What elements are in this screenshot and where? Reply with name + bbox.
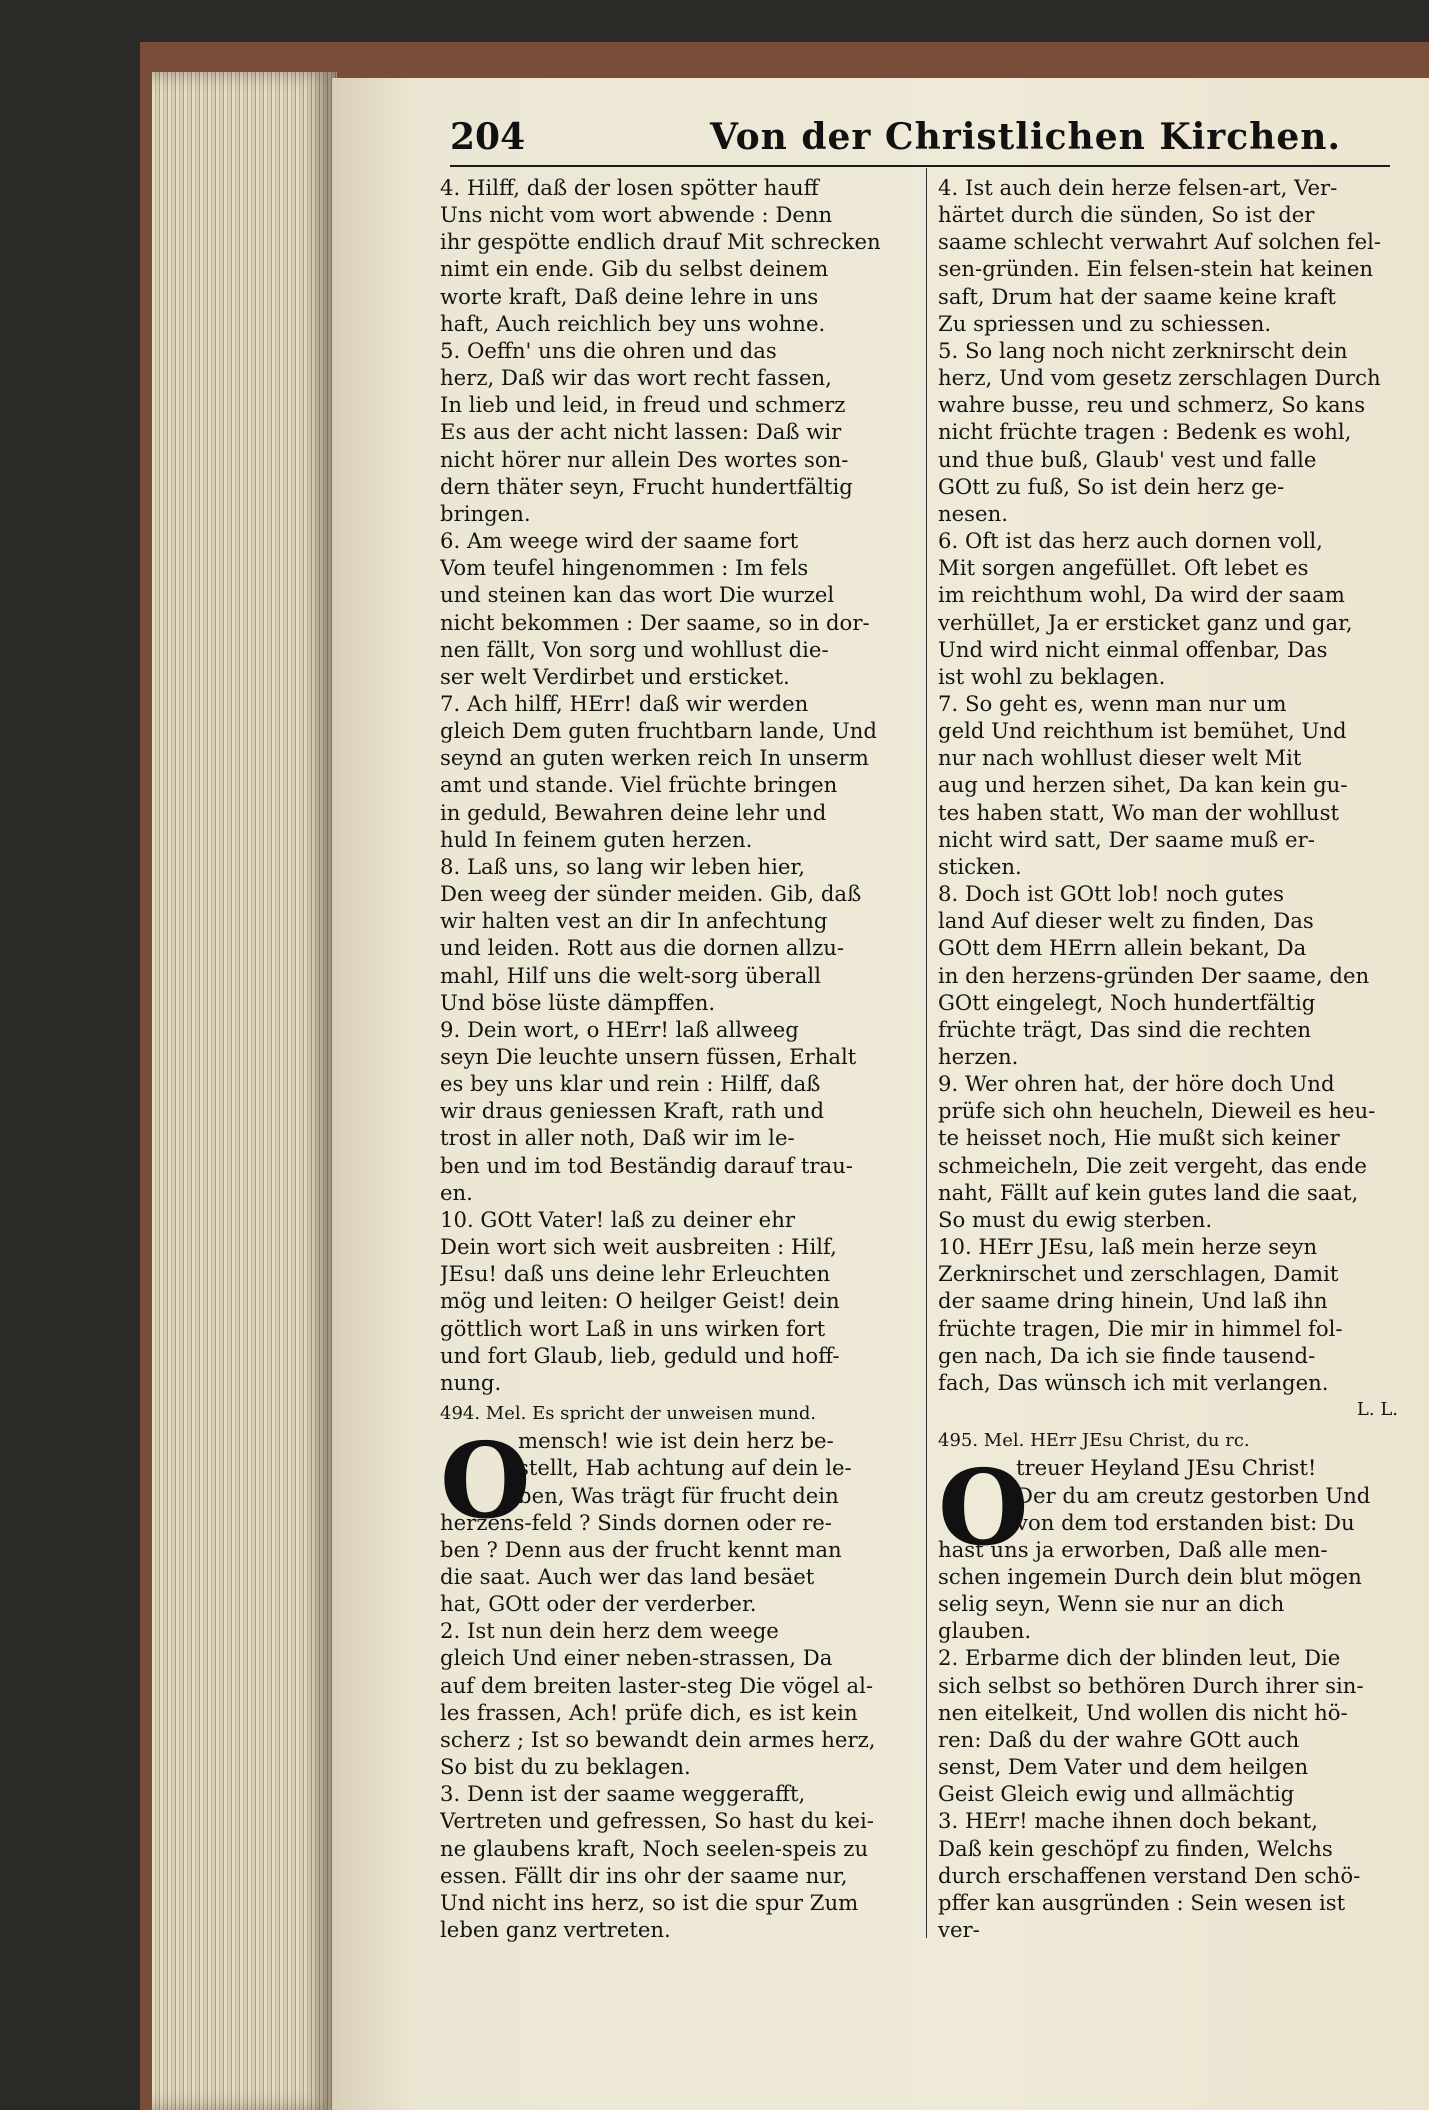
- text-line: fach, Das wünsch ich mit verlangen.: [938, 1369, 1329, 1395]
- text-line: sticken.: [938, 853, 1022, 879]
- text-line: nicht früchte tragen : Bedenk es wohl,: [938, 419, 1352, 445]
- text-line: nicht wird satt, Der saame muß er-: [938, 826, 1315, 852]
- text-line: 6. Am weege wird der saame fort: [440, 528, 799, 554]
- text-line: JEsu! daß uns deine lehr Erleuchten: [440, 1261, 831, 1287]
- text-line: hast uns ja erworben, Daß alle men-: [938, 1536, 1328, 1562]
- text-line: mahl, Hilf uns die welt-sorg überall: [440, 962, 821, 988]
- author-signature: L. L.: [1356, 1399, 1398, 1421]
- text-line: schmeicheln, Die zeit vergeht, das ende: [938, 1152, 1367, 1178]
- text-line: schen ingemein Durch dein blut mögen: [938, 1563, 1362, 1589]
- text-line: nen eitelkeit, Und wollen dis nicht hö-: [938, 1699, 1348, 1725]
- text-line: es bey uns klar und rein : Hilff, daß: [440, 1071, 821, 1097]
- text-line: durch erschaffenen verstand Den schö-: [938, 1862, 1361, 1888]
- hymn-header-494: 494. Mel. Es spricht der unweisen mund.: [440, 1403, 817, 1425]
- text-line: ren: Daß du der wahre GOtt auch: [938, 1726, 1300, 1752]
- text-line: in den herzens-gründen Der saame, den: [938, 962, 1370, 988]
- text-line: 8. Doch ist GOtt lob! noch gutes: [938, 881, 1285, 907]
- text-line: früchte trägt, Das sind die rechten: [938, 1016, 1312, 1042]
- left-verses-top: [440, 174, 914, 1396]
- text-line: dern thäter seyn, Frucht hundertfältig: [440, 473, 853, 499]
- hymn-header-495: 495. Mel. HErr JEsu Christ, du rc.: [938, 1430, 1250, 1452]
- column-divider: [926, 168, 927, 1938]
- text-line: geld Und reichthum ist bemühet, Und: [938, 718, 1347, 744]
- page-number: 204: [450, 116, 526, 158]
- right-verses-top: [938, 174, 1398, 1396]
- text-line: ben ? Denn aus der frucht kennt man: [440, 1536, 842, 1562]
- text-line: leben ganz vertreten.: [440, 1917, 671, 1942]
- text-line: göttlich wort Laß in uns wirken fort: [440, 1315, 826, 1341]
- text-line: en.: [440, 1179, 473, 1205]
- text-line: herz, Daß wir das wort recht fassen,: [440, 365, 832, 391]
- text-line: Geist Gleich ewig und allmächtig: [938, 1781, 1295, 1807]
- text-line: treuer Heyland JEsu Christ!: [1016, 1455, 1317, 1481]
- text-line: aug und herzen sihet, Da kan kein gu-: [938, 772, 1348, 798]
- text-line: ser welt Verdirbet und ersticket.: [440, 663, 790, 689]
- text-line: naht, Fällt auf kein gutes land die saat,: [938, 1179, 1359, 1205]
- left-column: [440, 174, 914, 1944]
- text-line: 10. HErr JEsu, laß mein herze seyn: [938, 1234, 1318, 1260]
- text-line: Vom teufel hingenommen : Im fels: [440, 555, 809, 581]
- text-line: sen-gründen. Ein felsen-stein hat keinen: [938, 256, 1374, 282]
- text-line: Der du am creutz gestorben Und: [1016, 1482, 1371, 1508]
- text-line: worte kraft, Daß deine lehre in uns: [440, 283, 819, 309]
- text-line: huld In feinem guten herzen.: [440, 826, 753, 852]
- text-line: 10. GOtt Vater! laß zu deiner ehr: [440, 1206, 795, 1232]
- text-line: 2. Erbarme dich der blinden leut, Die: [938, 1645, 1341, 1671]
- text-line: In lieb und leid, in freud und schmerz: [440, 392, 846, 418]
- text-line: der saame dring hinein, Und laß ihn: [938, 1288, 1328, 1314]
- text-line: essen. Fällt dir ins ohr der saame nur,: [440, 1862, 848, 1888]
- text-line: früchte tragen, Die mir in himmel fol-: [938, 1315, 1343, 1341]
- text-line: hat, GOtt oder der verderber.: [440, 1591, 757, 1617]
- text-line: ben und im tod Beständig darauf trau-: [440, 1152, 853, 1178]
- text-line: scherz ; Ist so bewandt dein armes herz,: [440, 1726, 876, 1752]
- text-line: amt und stande. Viel früchte bringen: [440, 772, 838, 798]
- text-line: So must du ewig sterben.: [938, 1206, 1213, 1232]
- drop-cap: O: [440, 1419, 531, 1543]
- text-line: herzens-feld ? Sinds dornen oder re-: [440, 1509, 832, 1535]
- text-line: 2. Ist nun dein herz dem weege: [440, 1618, 779, 1644]
- text-line: Zu spriessen und zu schiessen.: [938, 310, 1272, 336]
- text-line: nimt ein ende. Gib du selbst deinem: [440, 256, 829, 282]
- text-line: sich selbst so bethören Durch ihrer sin-: [938, 1672, 1364, 1698]
- page-stack-edge: [152, 72, 337, 2110]
- text-line: nicht hörer nur allein Des wortes son-: [440, 446, 849, 472]
- text-line: GOtt dem HErrn allein bekant, Da: [938, 935, 1307, 961]
- text-line: nicht bekommen : Der saame, so in dor-: [440, 609, 870, 635]
- running-title: Von der Christlichen Kirchen.: [710, 116, 1341, 158]
- text-line: saame schlecht verwahrt Auf solchen fel-: [938, 229, 1382, 255]
- text-line: Und böse lüste dämpffen.: [440, 989, 716, 1015]
- text-line: glauben.: [938, 1618, 1032, 1644]
- header-rule: [450, 165, 1390, 167]
- text-line: Vertreten und gefressen, So hast du kei-: [440, 1808, 874, 1834]
- text-line: 4. Hilff, daß der losen spötter hauff: [440, 175, 819, 200]
- text-line: 5. So lang noch nicht zerknirscht dein: [938, 337, 1348, 363]
- text-line: ben, Was trägt für frucht dein: [518, 1482, 839, 1508]
- text-line: Dein wort sich weit ausbreiten : Hilf,: [440, 1234, 837, 1260]
- text-line: herz, Und vom gesetz zerschlagen Durch: [938, 365, 1381, 391]
- text-line: von dem tod erstanden bist: Du: [1016, 1509, 1355, 1535]
- text-line: 6. Oft ist das herz auch dornen voll,: [938, 528, 1323, 554]
- text-line: trost in aller noth, Daß wir im le-: [440, 1125, 795, 1151]
- text-line: bringen.: [440, 500, 531, 526]
- text-line: wir draus geniessen Kraft, rath und: [440, 1098, 825, 1124]
- text-line: GOtt eingelegt, Noch hundertfältig: [938, 989, 1316, 1015]
- text-line: und fort Glaub, lieb, geduld und hoff-: [440, 1342, 840, 1368]
- text-line: Daß kein geschöpf zu finden, Welchs: [938, 1835, 1333, 1861]
- text-line: Den weeg der sünder meiden. Gib, daß: [440, 881, 862, 907]
- text-line: mensch! wie ist dein herz be-: [518, 1428, 834, 1454]
- text-line: in geduld, Bewahren deine lehr und: [440, 799, 827, 825]
- text-line: und steinen kan das wort Die wurzel: [440, 582, 835, 608]
- text-line: Uns nicht vom wort abwende : Denn: [440, 202, 833, 228]
- text-line: gleich Dem guten fruchtbarn lande, Und: [440, 718, 877, 744]
- text-line: die saat. Auch wer das land besäet: [440, 1563, 815, 1589]
- text-line: tes haben statt, Wo man der wohllust: [938, 799, 1339, 825]
- text-line: ihr gespötte endlich drauf Mit schrecken: [440, 229, 881, 255]
- text-line: wahre busse, reu und schmerz, So kans: [938, 392, 1366, 418]
- text-line: seyn Die leuchte unsern füssen, Erhalt: [440, 1044, 857, 1069]
- text-line: seynd an guten werken reich In unserm: [440, 745, 869, 771]
- text-line: im reichthum wohl, Da wird der saam: [938, 582, 1345, 608]
- text-line: Und nicht ins herz, so ist die spur Zum: [440, 1889, 859, 1915]
- drop-cap: O: [938, 1446, 1029, 1570]
- text-line: 4. Ist auch dein herze felsen-art, Ver-: [938, 175, 1338, 200]
- text-line: verhüllet, Ja er ersticket ganz und gar,: [938, 609, 1353, 635]
- text-line: prüfe sich ohn heucheln, Dieweil es heu-: [938, 1098, 1376, 1124]
- text-line: 5. Oeffn' uns die ohren und das: [440, 337, 777, 363]
- text-line: ne glaubens kraft, Noch seelen-speis zu: [440, 1835, 869, 1861]
- text-line: herzen.: [938, 1044, 1019, 1069]
- text-line: ver-: [938, 1917, 980, 1942]
- text-line: nur nach wohllust dieser welt Mit: [938, 745, 1302, 771]
- text-line: gen nach, Da ich sie finde tausend-: [938, 1342, 1316, 1368]
- text-line: So bist du zu beklagen.: [440, 1754, 691, 1780]
- text-line: 9. Wer ohren hat, der höre doch Und: [938, 1071, 1335, 1097]
- page-header: [450, 112, 1380, 168]
- text-line: selig seyn, Wenn sie nur an dich: [938, 1591, 1285, 1617]
- text-line: nesen.: [938, 500, 1008, 526]
- text-line: 7. So geht es, wenn man nur um: [938, 690, 1287, 716]
- text-line: les frassen, Ach! prüfe dich, es ist kein: [440, 1699, 858, 1725]
- right-column: [938, 174, 1398, 1944]
- right-verses-bottom: [938, 1536, 1398, 1943]
- text-line: land Auf dieser welt zu finden, Das: [938, 908, 1314, 934]
- text-line: 9. Dein wort, o HErr! laß allweeg: [440, 1016, 799, 1042]
- text-line: wir halten vest an dir In anfechtung: [440, 908, 828, 934]
- text-line: haft, Auch reichlich bey uns wohne.: [440, 310, 826, 336]
- text-line: mög und leiten: O heilger Geist! dein: [440, 1288, 840, 1314]
- text-line: gleich Und einer neben-strassen, Da: [440, 1645, 833, 1671]
- text-line: te heisset noch, Hie mußt sich keiner: [938, 1125, 1340, 1151]
- text-line: 8. Laß uns, so lang wir leben hier,: [440, 853, 805, 879]
- text-line: und thue buß, Glaub' vest und falle: [938, 446, 1317, 472]
- text-line: Es aus der acht nicht lassen: Daß wir: [440, 419, 842, 445]
- text-line: Mit sorgen angefüllet. Oft lebet es: [938, 555, 1309, 581]
- text-line: stellt, Hab achtung auf dein le-: [518, 1455, 852, 1481]
- text-line: GOtt zu fuß, So ist dein herz ge-: [938, 473, 1285, 499]
- text-line: Und wird nicht einmal offenbar, Das: [938, 636, 1328, 662]
- text-line: 7. Ach hilff, HErr! daß wir werden: [440, 690, 809, 716]
- text-line: härtet durch die sünden, So ist der: [938, 202, 1315, 228]
- text-line: ist wohl zu beklagen.: [938, 663, 1166, 689]
- text-line: nen fällt, Von sorg und wohllust die-: [440, 636, 829, 662]
- text-line: saft, Drum hat der saame keine kraft: [938, 283, 1336, 309]
- text-line: auf dem breiten laster-steg Die vögel al-: [440, 1672, 874, 1698]
- text-line: Zerknirschet und zerschlagen, Damit: [938, 1261, 1339, 1287]
- text-line: und leiden. Rott aus die dornen allzu-: [440, 935, 845, 961]
- left-verses-bottom: [440, 1509, 914, 1944]
- text-line: nung.: [440, 1369, 502, 1395]
- text-line: senst, Dem Vater und dem heilgen: [938, 1754, 1309, 1780]
- text-line: pffer kan ausgründen : Sein wesen ist: [938, 1889, 1346, 1915]
- text-line: 3. Denn ist der saame weggerafft,: [440, 1781, 806, 1807]
- text-line: 3. HErr! mache ihnen doch bekant,: [938, 1808, 1318, 1834]
